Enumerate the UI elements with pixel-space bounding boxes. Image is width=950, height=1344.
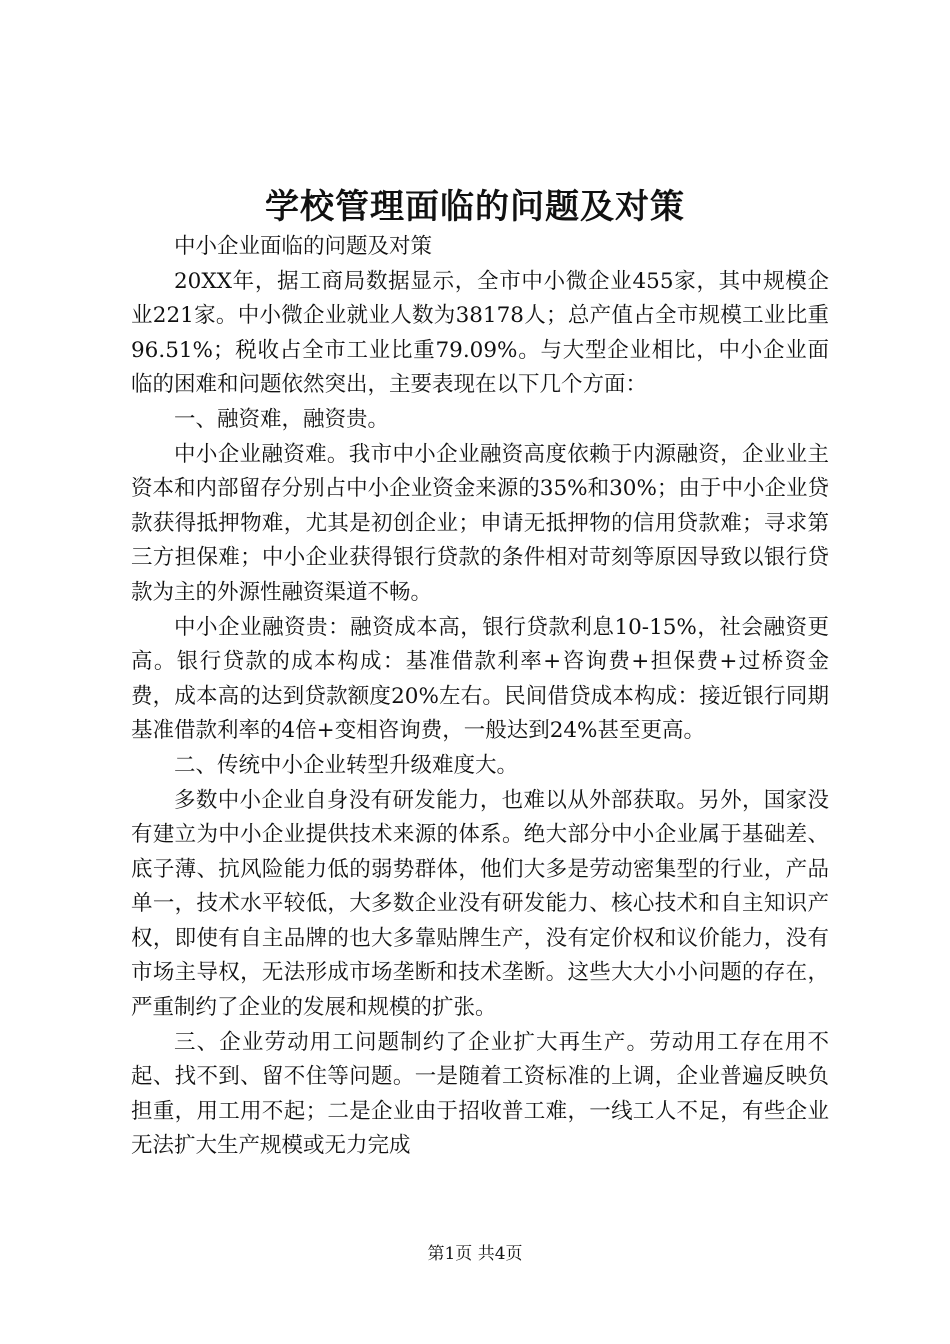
- section-heading-financing: 一、融资难，融资贵。: [174, 406, 390, 432]
- section-heading-transformation: 二、传统中小企业转型升级难度大。: [174, 752, 519, 778]
- paragraph-labor: 三、企业劳动用工问题制约了企业扩大再生产。劳动用工存在用不起、找不到、留不住等问题。一是随着工资标准的上调，企业普遍反映负担重，用工用不起；二是企业由于招收普工难，一线工人不足，有些企业无法扩大生产规模或无力完成: [131, 1029, 829, 1159]
- page-footer: 第1页 共4页: [427, 1244, 523, 1264]
- paragraph-transformation: 多数中小企业自身没有研发能力，也难以从外部获取。另外，国家没有建立为中小企业提供技术来源的体系。绝大部分中小企业属于基础差、底子薄、抗风险能力低的弱势群体，他们大多是劳动密集型的行业，产品单一，技术水平较低，大多数企业没有研发能力、核心技术和自主知识产权，即使有自主品牌的也大多靠贴牌生产，没有定价权和议价能力，没有市场主导权，无法形成市场垄断和技术垄断。这些大大小小问题的存在，严重制约了企业的发展和规模的扩张。: [131, 787, 829, 1021]
- document-title: 学校管理面临的问题及对策: [265, 187, 685, 227]
- paragraph-financing-difficult: 中小企业融资难。我市中小企业融资高度依赖于内源融资，企业业主资本和内部留存分别占中小企业资金来源的35%和30%；由于中小企业贷款获得抵押物难，尤其是初创企业；申请无抵押物的信用贷款难；寻求第三方担保难；中小企业获得银行贷款的条件相对苛刻等原因导致以银行贷款为主的外源性融资渠道不畅。: [131, 441, 829, 605]
- paragraph-intro: 20XX年，据工商局数据显示，全市中小微企业455家，其中规模企业221家。中小微企业就业人数为38178人；总产值占全市规模工业比重96.51%；税收占全市工业比重79.09%。与大型企业相比，中小企业面临的困难和问题依然突出，主要表现在以下几个方面：: [131, 268, 829, 398]
- document-body: [131, 230, 829, 1164]
- paragraph-subtitle: 中小企业面临的问题及对策: [174, 234, 433, 259]
- paragraph-financing-expensive: 中小企业融资贵：融资成本高，银行贷款利息10-15%，社会融资更高。银行贷款的成本构成：基准借款利率+咨询费+担保费+过桥资金费，成本高的达到贷款额度20%左右。民间借贷成本构成：接近银行同期基准借款利率的4倍+变相咨询费，一般达到24%甚至更高。: [131, 614, 829, 744]
